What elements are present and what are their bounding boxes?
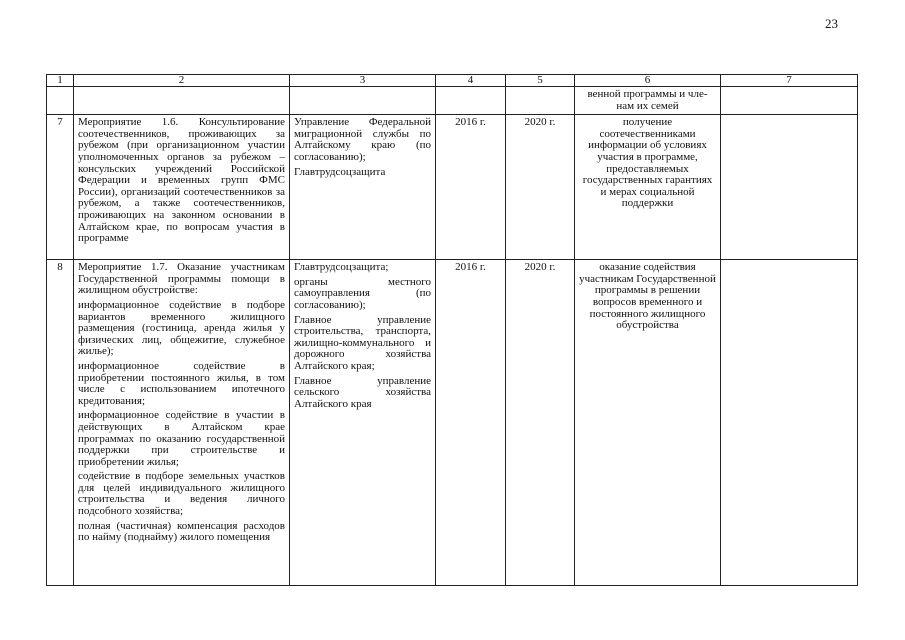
activity-cell	[74, 260, 290, 586]
responsible-entry: Главтрудсоцзащита	[294, 165, 386, 178]
page-number: 23	[825, 16, 838, 31]
activity-paragraph: информационное содействие в подборе вариантов временного жилищного размещения (гостиница, аренда жилья у физических лиц, общежитие, служебное жилье);	[78, 298, 285, 358]
continuation-row	[47, 87, 858, 115]
start-year-cell: 2016 г.	[436, 260, 506, 586]
header-cell-6: 6	[575, 75, 721, 87]
table-row-8	[47, 260, 858, 586]
activity-paragraph: информационное содействие в приобретении постоянного жилья, в том числе с использованием ипотечного кредитования;	[78, 359, 285, 407]
responsible-entry: Главтрудсоцзащита;	[294, 261, 389, 274]
end-year-cell: 2020 г.	[506, 260, 575, 586]
continuation-empty-cell	[436, 87, 506, 115]
program-activities-table	[46, 74, 858, 586]
header-cell-3: 3	[290, 75, 436, 87]
responsible-cell	[290, 260, 436, 586]
responsible-entry: органы местного самоуправления (по согласованию);	[294, 275, 431, 311]
header-cell-4: 4	[436, 75, 506, 87]
continuation-line: нам их семей	[616, 99, 679, 112]
continuation-empty-cell	[721, 87, 858, 115]
header-cell-1: 1	[47, 75, 74, 87]
header-cell-5: 5	[506, 75, 575, 87]
continuation-line: венной программы и чле-	[587, 88, 708, 100]
notes-cell	[721, 115, 858, 260]
table-row-7	[47, 115, 858, 260]
continuation-empty-cell	[506, 87, 575, 115]
activity-paragraph: полная (частичная) компенсация расходов по найму (поднайму) жилого помещения	[78, 519, 285, 544]
responsible-entry: Главное управление строительства, транспорта, жилищно-коммунального и дорожного хозяйства Алтайского края;	[294, 313, 431, 372]
responsible-cell	[290, 115, 436, 260]
activity-cell: Мероприятие 1.6. Консультирование соотечественников, проживающих за рубежом (при организационном участии уполномоченных органов за рубежом – консульских учреждений Российской Федерации и временных групп ФМС России), организаций соотечественников за рубежом, а также соотечественников, проживающих на законном основании в Алтайском крае, по вопросам участия в программе	[74, 115, 290, 260]
continuation-empty-cell	[290, 87, 436, 115]
continuation-empty-cell	[47, 87, 74, 115]
activity-paragraph: Мероприятие 1.7. Оказание участникам Государственной программы помощи в жилищном обустройстве:	[78, 261, 285, 297]
result-cell: оказание содействия участникам Государственной программы в решении вопросов временного и постоянного жилищного обустройства	[575, 260, 721, 586]
responsible-entry: Управление Федеральной миграционной службы по Алтайскому краю (по согласованию);	[294, 116, 431, 163]
row-number: 7	[47, 115, 74, 260]
activity-paragraph: информационное содействие в участии в действующих в Алтайском крае программах по оказанию государственной поддержки при строительстве и приобретении жилья;	[78, 409, 285, 468]
start-year-cell: 2016 г.	[436, 115, 506, 260]
continuation-empty-cell	[74, 87, 290, 115]
column-numbers-row	[47, 75, 858, 87]
activity-paragraph: содействие в подборе земельных участков для целей индивидуального жилищного строительства и ведения личного подсобного хозяйства;	[78, 470, 285, 518]
result-cell: получение соотечественниками информации об условиях участия в программе, предоставляемых государственных гарантиях и мерах социальной поддержки	[575, 115, 721, 260]
continuation-result-cell	[575, 87, 721, 115]
row-number: 8	[47, 260, 74, 586]
notes-cell	[721, 260, 858, 586]
header-cell-2: 2	[74, 75, 290, 87]
end-year-cell: 2020 г.	[506, 115, 575, 260]
responsible-entry: Главное управление сельского хозяйства Алтайского края	[294, 374, 431, 410]
header-cell-7: 7	[721, 75, 858, 87]
